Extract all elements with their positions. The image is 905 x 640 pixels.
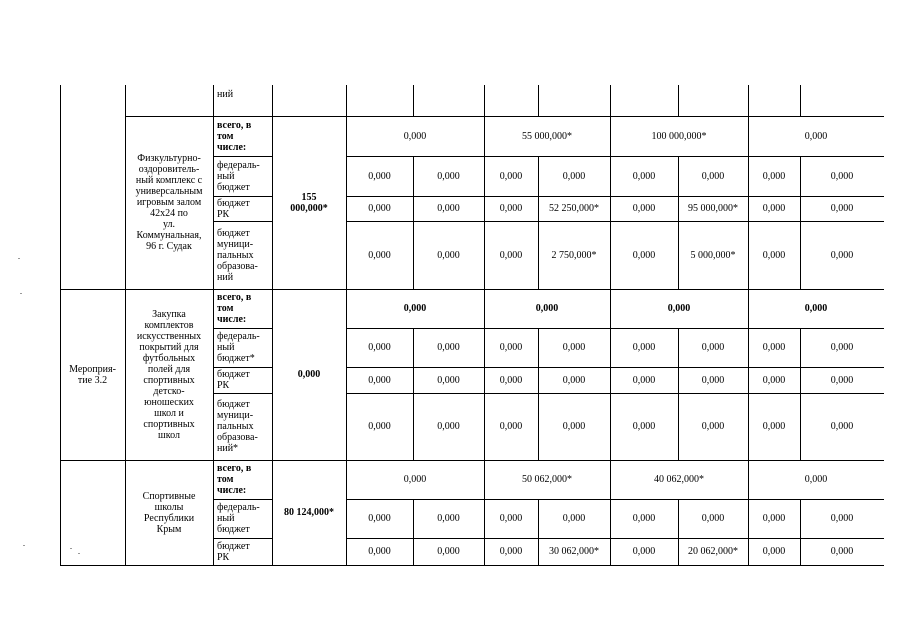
value-cell <box>346 196 413 221</box>
total-value-cell <box>748 460 884 499</box>
value-cell <box>800 221 884 289</box>
total-value-cell <box>610 116 748 156</box>
value-cell-text: 0,000 <box>762 374 786 386</box>
value-cell <box>413 156 484 196</box>
funding-source-label-text: федераль- ный бюджет <box>217 159 260 193</box>
value-cell <box>346 499 413 538</box>
value-cell-text: 0,000 <box>762 342 786 353</box>
grid-line <box>272 85 273 116</box>
value-cell-text: 20 062,000* <box>688 546 738 557</box>
value-cell-text: 0,000 <box>830 249 854 261</box>
value-cell-text: 0,000 <box>562 170 586 182</box>
value-cell-text: 0,000 <box>499 203 523 214</box>
value-cell <box>610 221 678 289</box>
total-cell-text: 80 124,000* <box>284 507 334 518</box>
continued-label-text: ний <box>217 88 234 100</box>
section-bottom-border <box>60 565 884 566</box>
grid-line <box>538 85 539 116</box>
value-cell <box>484 499 538 538</box>
value-cell <box>678 393 748 460</box>
total-cell-text: 155 000,000* <box>290 191 328 214</box>
value-cell <box>800 499 884 538</box>
value-cell-text: 0,000 <box>368 170 391 182</box>
value-cell <box>538 221 610 289</box>
funding-source-label-text: бюджет РК <box>217 197 250 220</box>
value-cell-text: 0,000 <box>368 342 391 353</box>
value-cell-text: 0,000 <box>437 203 460 214</box>
total-value-cell <box>346 116 484 156</box>
total-value-cell-text: 0,000 <box>667 303 691 314</box>
value-cell-text: 0,000 <box>437 170 460 182</box>
value-cell-text: 0,000 <box>701 421 725 432</box>
value-cell-text: 0,000 <box>701 374 725 386</box>
value-cell <box>538 196 610 221</box>
value-cell-text: 0,000 <box>701 342 725 353</box>
scan-artifact <box>23 545 25 546</box>
value-cell <box>610 499 678 538</box>
total-value-cell-text: 55 000,000* <box>522 130 572 142</box>
value-cell <box>346 367 413 393</box>
total-value-cell <box>346 460 484 499</box>
value-cell <box>538 328 610 367</box>
value-cell-text: 0,000 <box>437 374 460 386</box>
value-cell <box>484 328 538 367</box>
value-cell <box>538 156 610 196</box>
value-cell-text: 0,000 <box>562 374 586 386</box>
value-cell <box>610 367 678 393</box>
value-cell-text: 0,000 <box>830 421 854 432</box>
grid-line <box>413 85 414 116</box>
funding-source-label-text: бюджет муници- пальных образова- ний* <box>217 399 258 454</box>
value-cell <box>484 156 538 196</box>
funding-source-label-text: бюджет РК <box>217 369 250 391</box>
scan-artifact <box>78 553 80 554</box>
value-cell <box>610 538 678 565</box>
value-cell-text: 2 750,000* <box>551 249 597 261</box>
value-cell-text: 0,000 <box>762 170 786 182</box>
value-cell <box>748 196 800 221</box>
value-cell-text: 0,000 <box>499 170 523 182</box>
value-cell <box>346 221 413 289</box>
value-cell <box>800 196 884 221</box>
total-value-cell-text: 0,000 <box>403 130 427 142</box>
measure-name-cell-text: Спортивные школы Республики Крым <box>142 490 196 535</box>
value-cell-text: 0,000 <box>632 342 656 353</box>
total-value-cell-text: 40 062,000* <box>654 474 704 485</box>
total-value-cell-text: 0,000 <box>403 474 427 485</box>
total-cell <box>272 289 346 460</box>
value-cell <box>413 196 484 221</box>
value-cell <box>678 156 748 196</box>
funding-source-label-text: бюджет муници- пальных образова- ний <box>217 227 258 283</box>
value-cell <box>413 221 484 289</box>
value-cell-text: 0,000 <box>830 170 854 182</box>
value-cell-text: 0,000 <box>762 421 786 432</box>
value-cell <box>538 367 610 393</box>
value-cell-text: 0,000 <box>762 513 786 524</box>
value-cell <box>678 538 748 565</box>
value-cell <box>484 538 538 565</box>
total-value-cell <box>748 289 884 328</box>
total-cell <box>272 116 346 289</box>
total-value-cell <box>610 460 748 499</box>
value-cell-text: 52 250,000* <box>549 203 599 214</box>
value-cell-text: 0,000 <box>499 249 523 261</box>
value-cell-text: 0,000 <box>562 421 586 432</box>
funding-source-label-text: всего, в том числе: <box>217 292 252 325</box>
value-cell <box>800 367 884 393</box>
funding-source-label <box>213 221 272 289</box>
value-cell-text: 5 000,000* <box>690 249 736 261</box>
value-cell-text: 0,000 <box>632 170 656 182</box>
value-cell-text: 0,000 <box>368 421 391 432</box>
value-cell-text: 0,000 <box>499 374 523 386</box>
value-cell <box>484 221 538 289</box>
value-cell <box>678 367 748 393</box>
value-cell-text: 0,000 <box>562 342 586 353</box>
value-cell-text: 0,000 <box>830 374 854 386</box>
value-cell-text: 0,000 <box>499 342 523 353</box>
funding-source-label <box>213 499 272 538</box>
value-cell <box>748 156 800 196</box>
value-cell-text: 0,000 <box>368 546 391 557</box>
funding-source-label <box>213 460 272 499</box>
value-cell-text: 0,000 <box>830 513 854 524</box>
value-cell <box>748 538 800 565</box>
measure-name-cell-text: Физкультурно- оздоровитель- ный комплекс с универсальным игровым залом 42х24 по ул. Коммунальная, 96 г. Судак <box>135 153 203 252</box>
total-value-cell <box>484 289 610 328</box>
value-cell-text: 0,000 <box>762 249 786 261</box>
total-value-cell <box>484 116 610 156</box>
value-cell-text: 0,000 <box>762 203 786 214</box>
value-cell <box>346 393 413 460</box>
grid-line <box>748 85 749 116</box>
value-cell-text: 0,000 <box>499 421 523 432</box>
grid-line <box>610 85 611 116</box>
total-value-cell-text: 0,000 <box>804 130 828 142</box>
value-cell-text: 95 000,000* <box>688 203 738 214</box>
funding-source-label <box>213 116 272 156</box>
scan-artifact <box>20 293 22 294</box>
funding-source-label <box>213 538 272 565</box>
grid-line <box>678 85 679 116</box>
value-cell-text: 0,000 <box>499 513 523 524</box>
value-cell-text: 0,000 <box>437 249 460 261</box>
value-cell <box>346 538 413 565</box>
scan-artifact <box>70 548 72 549</box>
value-cell-text: 0,000 <box>562 513 586 524</box>
measure-cell <box>60 289 125 460</box>
total-cell-text: 0,000 <box>297 369 321 380</box>
measure-cell-text: Мероприя- тие 3.2 <box>69 363 116 386</box>
grid-line <box>125 85 126 116</box>
scan-artifact <box>18 258 20 259</box>
value-cell <box>748 328 800 367</box>
funding-source-label <box>213 156 272 196</box>
value-cell-text: 0,000 <box>762 546 786 557</box>
funding-source-label-text: всего, в том числе: <box>217 463 252 496</box>
funding-source-label <box>213 196 272 221</box>
funding-source-label-text: бюджет РК <box>217 540 250 563</box>
value-cell-text: 0,000 <box>632 546 656 557</box>
measure-name-cell <box>125 116 213 289</box>
value-cell-text: 0,000 <box>437 546 460 557</box>
value-cell-text: 0,000 <box>368 374 391 386</box>
value-cell <box>538 393 610 460</box>
total-value-cell-text: 100 000,000* <box>651 130 707 142</box>
value-cell <box>484 393 538 460</box>
value-cell-text: 0,000 <box>830 203 854 214</box>
total-value-cell-text: 50 062,000* <box>522 474 572 485</box>
value-cell <box>678 499 748 538</box>
funding-source-label <box>213 289 272 328</box>
grid-line <box>800 85 801 116</box>
measure-name-cell <box>125 289 213 460</box>
value-cell-text: 0,000 <box>830 546 854 557</box>
total-value-cell <box>610 289 748 328</box>
total-value-cell-text: 0,000 <box>403 303 427 314</box>
value-cell-text: 0,000 <box>499 546 523 557</box>
value-cell-text: 0,000 <box>368 203 391 214</box>
value-cell <box>748 367 800 393</box>
value-cell <box>484 367 538 393</box>
value-cell <box>484 196 538 221</box>
measure-name-cell-text: Закупка комплектов искусственных покрытий для футбольных полей для спортивных детско- юношеских школ и спортивных школ <box>136 308 202 441</box>
value-cell-text: 0,000 <box>632 203 656 214</box>
value-cell-text: 0,000 <box>632 374 656 386</box>
value-cell-text: 0,000 <box>368 513 391 524</box>
value-cell <box>538 499 610 538</box>
funding-source-label <box>213 367 272 393</box>
value-cell <box>413 499 484 538</box>
value-cell <box>678 221 748 289</box>
value-cell-text: 0,000 <box>437 342 460 353</box>
value-cell <box>413 328 484 367</box>
value-cell <box>748 221 800 289</box>
value-cell <box>800 156 884 196</box>
value-cell <box>413 367 484 393</box>
value-cell <box>800 538 884 565</box>
value-cell <box>748 393 800 460</box>
total-value-cell <box>748 116 884 156</box>
funding-source-label-text: федераль- ный бюджет* <box>217 331 260 364</box>
value-cell-text: 0,000 <box>437 513 460 524</box>
funding-source-label <box>213 328 272 367</box>
value-cell-text: 0,000 <box>632 249 656 261</box>
value-cell-text: 0,000 <box>437 421 460 432</box>
value-cell-text: 0,000 <box>632 513 656 524</box>
measure-name-cell <box>125 460 213 565</box>
value-cell <box>678 328 748 367</box>
value-cell <box>678 196 748 221</box>
total-value-cell-text: 0,000 <box>804 303 828 314</box>
value-cell-text: 0,000 <box>701 170 725 182</box>
continued-label <box>213 85 272 103</box>
grid-line <box>484 85 485 116</box>
total-value-cell-text: 0,000 <box>804 474 828 485</box>
total-cell <box>272 460 346 565</box>
value-cell-text: 0,000 <box>368 249 391 261</box>
value-cell <box>610 393 678 460</box>
total-value-cell <box>484 460 610 499</box>
value-cell-text: 0,000 <box>701 513 725 524</box>
value-cell <box>610 328 678 367</box>
value-cell <box>538 538 610 565</box>
value-cell-text: 0,000 <box>632 421 656 432</box>
funding-source-label <box>213 393 272 460</box>
value-cell <box>800 393 884 460</box>
value-cell-text: 30 062,000* <box>549 546 599 557</box>
value-cell <box>413 393 484 460</box>
total-value-cell-text: 0,000 <box>535 303 559 314</box>
funding-source-label-text: федераль- ный бюджет <box>217 502 260 535</box>
value-cell <box>800 328 884 367</box>
value-cell <box>413 538 484 565</box>
value-cell-text: 0,000 <box>830 342 854 353</box>
total-value-cell <box>346 289 484 328</box>
value-cell <box>748 499 800 538</box>
grid-line <box>346 85 347 116</box>
value-cell <box>346 156 413 196</box>
value-cell <box>610 156 678 196</box>
value-cell <box>610 196 678 221</box>
value-cell <box>346 328 413 367</box>
funding-source-label-text: всего, в том числе: <box>217 119 252 153</box>
